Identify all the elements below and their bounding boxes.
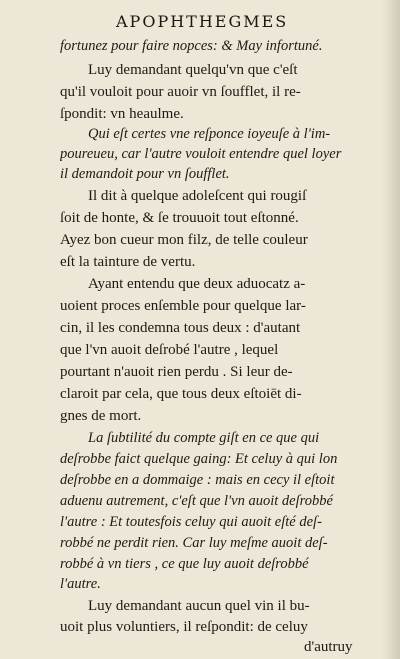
text-line: ſoit de honte, & ſe trouuoit tout eſtonné. xyxy=(60,210,299,226)
text-line: eſt la tainture de vertu. xyxy=(60,254,196,270)
text-line: deſrobbe en a dommaige : mais en cecy il eſtoit xyxy=(60,472,335,488)
text-line: robbé ne perdit rien. Car luy meſme auoit deſ- xyxy=(60,535,328,551)
text-line: aduenu autrement, c'eſt que l'vn auoit deſrobbé xyxy=(60,493,333,509)
text-line: il demandoit pour vn ſoufflet. xyxy=(60,166,230,182)
text-line: cin, il les condemna tous deux : d'autant xyxy=(60,320,301,336)
catchword: d'autruy xyxy=(304,639,353,655)
text-line: uoit plus voluntiers, il reſpondit: de celuy xyxy=(60,619,308,635)
text-line: deſrobbe faict quelque gaing: Et celuy à qui lon xyxy=(60,451,338,467)
text-line: Ayant entendu que deux aduocatz a- xyxy=(88,276,306,292)
text-line: uoient proces enſemble pour quelque lar- xyxy=(60,298,306,314)
text-line: gnes de mort. xyxy=(60,408,142,424)
text-line: claroit par cela, que tous deux eſtoiēt di- xyxy=(60,386,302,402)
text-line: Luy demandant aucun quel vin il bu- xyxy=(88,598,310,614)
text-line: Qui eſt certes vne reſponce ioyeuſe à l'im- xyxy=(88,126,331,142)
text-line: que l'vn auoit deſrobé l'autre , lequel xyxy=(60,342,279,358)
text-line: Il dit à quelque adoleſcent qui rougiſ xyxy=(88,188,307,204)
text-line: l'autre : Et toutesfois celuy qui auoit eſté deſ- xyxy=(60,514,322,530)
text-line: robbé à vn tiers , ce que luy auoit deſrobbé xyxy=(60,556,309,572)
text-line: l'autre. xyxy=(60,576,101,592)
text-line: poureueu, car l'autre vouloit entendre quel loyer xyxy=(60,146,342,162)
text-line: qu'il vouloit pour auoir vn ſoufflet, il re- xyxy=(60,84,301,100)
text-line: pourtant n'auoit rien perdu . Si leur de- xyxy=(60,364,293,380)
text-line: fortunez pour faire nopces: & May infortuné. xyxy=(60,38,323,54)
text-line: Luy demandant quelqu'vn que c'eſt xyxy=(88,62,298,78)
running-title: APOPHTHEGMES xyxy=(116,12,289,31)
text-line: Ayez bon cueur mon filz, de telle couleur xyxy=(60,232,308,248)
text-line: La ſubtilité du compte giſt en ce que qui xyxy=(88,430,320,446)
page-edge-shadow xyxy=(382,0,400,659)
text-line: ſpondit: vn heaulme. xyxy=(60,106,184,122)
